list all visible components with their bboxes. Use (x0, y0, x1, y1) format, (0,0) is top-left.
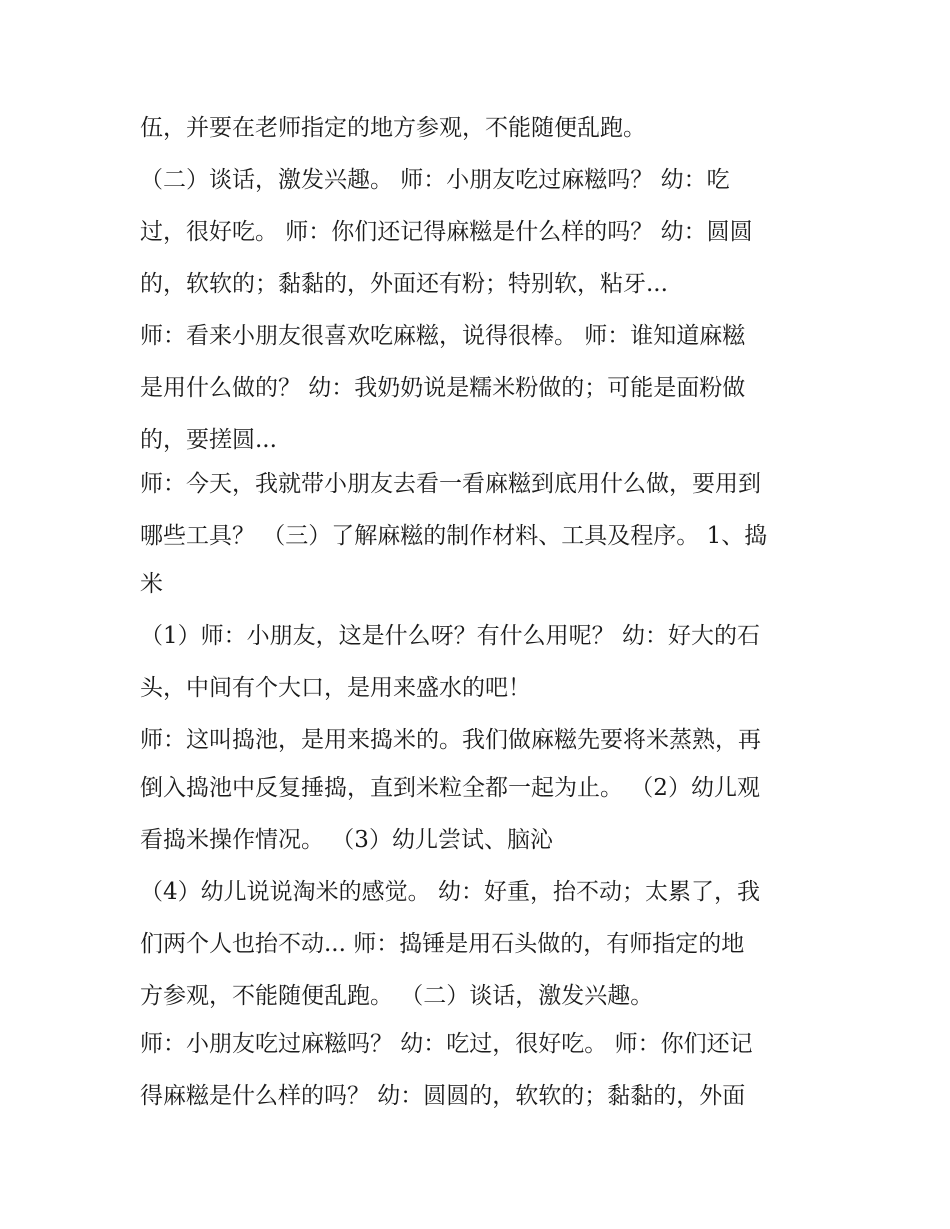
text-line: 方参观，不能随便乱跑。 （二）谈话，激发兴趣。 (140, 983, 654, 1009)
text-line: 师：这叫捣池，是用来捣米的。我们做麻糍先要将米蒸熟，再 (140, 727, 761, 753)
text-line: 过，很好吃。 师：你们还记得麻糍是什么样的吗？ 幼：圆圆 (140, 219, 753, 245)
text-line: 的，软软的；黏黏的，外面还有粉；特别软，粘牙... (140, 271, 668, 297)
text-line: 倒入捣池中反复捶捣，直到米粒全都一起为止。 （2）幼儿观 (140, 775, 760, 801)
text-line: 看捣米操作情况。 （3）幼儿尝试、脑沁 (140, 827, 553, 853)
text-line: 的，要搓圆... (140, 427, 277, 453)
text-line: 哪些工具？ （三）了解麻糍的制作材料、工具及程序。 1、捣 (140, 523, 768, 549)
text-line: （1）师：小朋友，这是什么呀？有什么用呢？ 幼：好大的石 (140, 623, 760, 649)
text-line: 师：看来小朋友很喜欢吃麻糍，说得很棒。 师：谁知道麻糍 (140, 323, 746, 349)
text-line: 得麻糍是什么样的吗？ 幼：圆圆的，软软的；黏黏的，外面 (140, 1083, 746, 1109)
text-line: 头，中间有个大口，是用来盛水的吧！ (140, 675, 531, 701)
text-line: 们两个人也抬不动... 师：捣锤是用石头做的，有师指定的地 (140, 931, 745, 957)
text-line: 师：今天，我就带小朋友去看一看麻糍到底用什么做，要用到 (140, 471, 761, 497)
text-line: 是用什么做的？ 幼：我奶奶说是糯米粉做的；可能是面粉做 (140, 375, 746, 401)
text-line: 米 (140, 571, 163, 597)
text-line: （二）谈话，激发兴趣。 师：小朋友吃过麻糍吗？ 幼：吃 (140, 167, 730, 193)
text-line: 伍，并要在老师指定的地方参观，不能随便乱跑。 (140, 115, 646, 141)
text-line: （4）幼儿说说淘米的感觉。 幼：好重，抬不动；太累了，我 (140, 879, 760, 905)
text-line: 师：小朋友吃过麻糍吗？ 幼：吃过，很好吃。 师：你们还记 (140, 1031, 753, 1057)
